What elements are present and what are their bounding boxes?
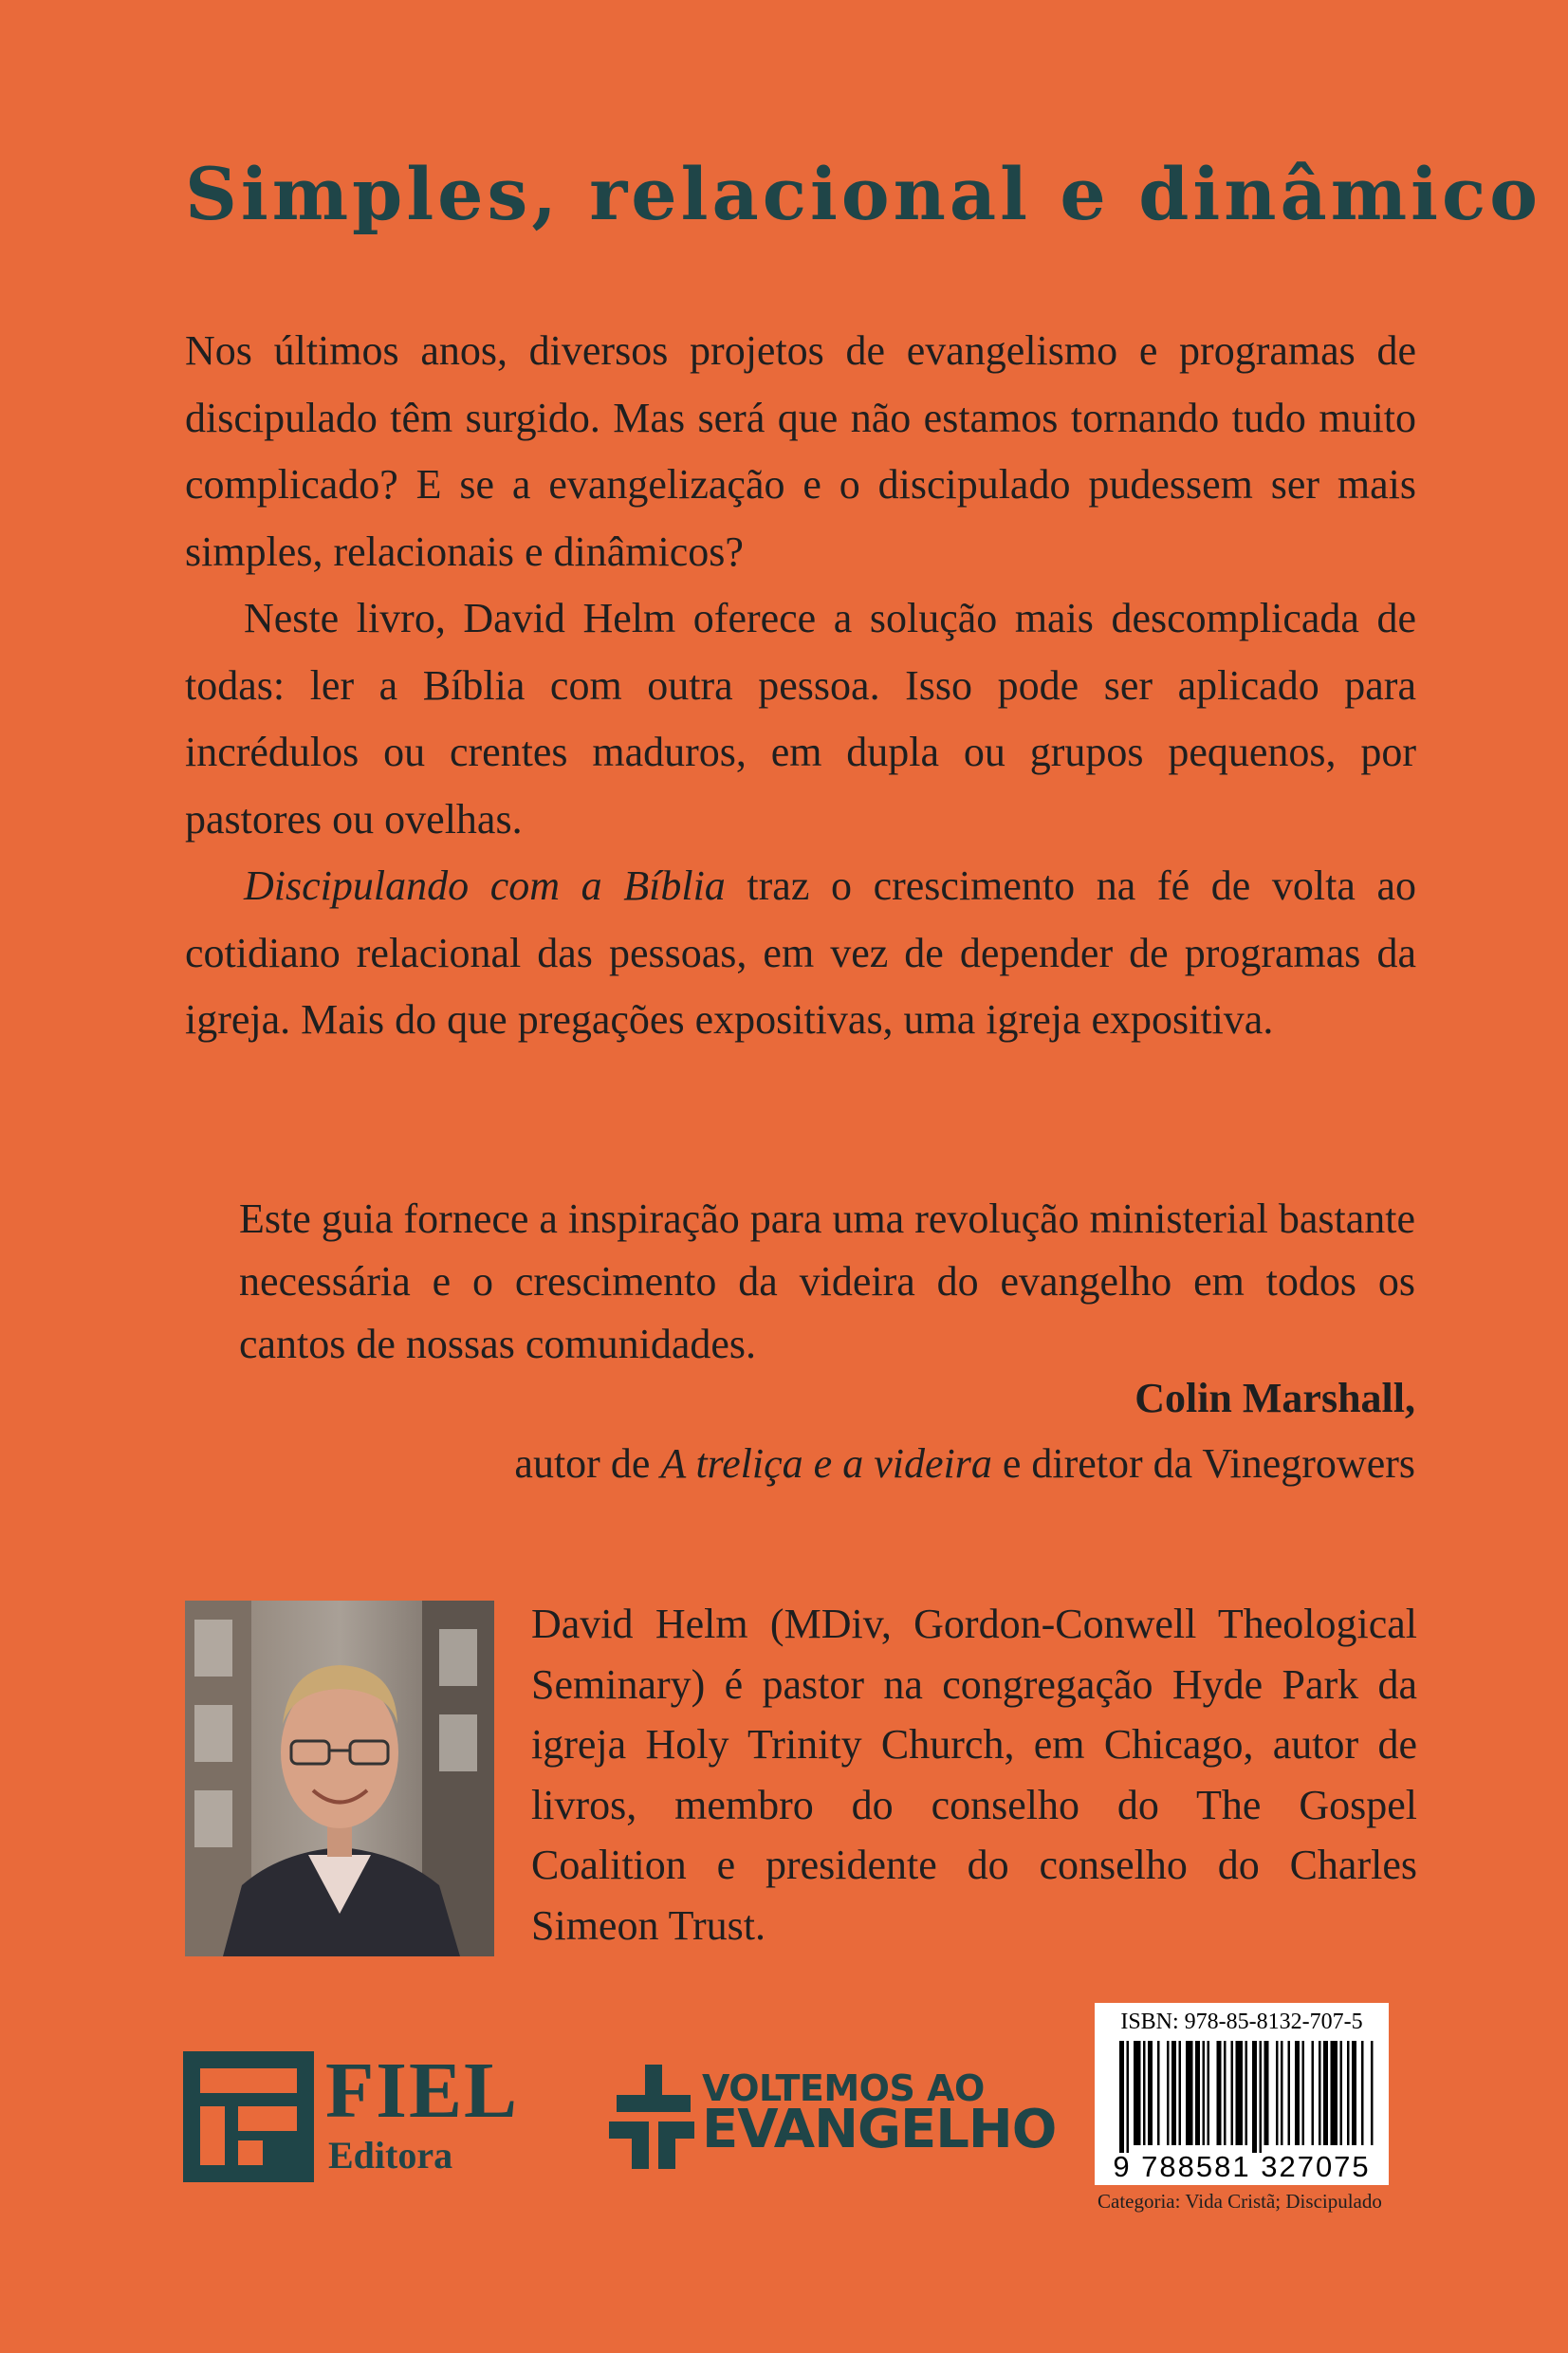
barcode-bar <box>1288 2041 1291 2145</box>
publisher-subtitle: Editora <box>328 2134 453 2177</box>
barcode-bar <box>1236 2041 1244 2145</box>
barcode-bar <box>1217 2041 1222 2145</box>
synopsis-paragraph: Neste livro, David Helm oferece a solução mais descomplicada de todas: ler a Bíblia com outra pessoa. Isso pode ser aplicado para incrédulos ou crentes maduros, em dupla ou grupos pequenos, por pastores ou ovelhas. <box>185 595 1416 843</box>
bio-text: David Helm (MDiv, Gordon-Conwell Theological Seminary) é pastor na congregação Hyde Park da igreja Holy Trinity Church, em Chicago, autor de livros, membro do conselho do The Gospel Coalition e presidente do conselho do Charles Simeon Trust. <box>531 1601 1417 1949</box>
barcode-bar <box>1231 2041 1234 2145</box>
endorsement-quote <box>239 1188 1415 1376</box>
barcode-digits: 9 788581 327075 <box>1113 2150 1371 2183</box>
barcode-bar <box>1186 2041 1193 2145</box>
barcode-bar <box>1119 2041 1124 2153</box>
category-label: Categoria: Vida Cristã; Discipulado <box>1098 2190 1382 2213</box>
isbn-text: ISBN: 978-85-8132-707-5 <box>1120 2010 1363 2034</box>
barcode-bar <box>1312 2041 1315 2145</box>
book-title: Discipulando com a Bíblia <box>244 862 726 909</box>
partner-line1: VOLTEMOS AO <box>702 2067 985 2109</box>
barcode-bar <box>1281 2041 1283 2145</box>
author-photo <box>185 1601 494 1956</box>
barcode-bar <box>1245 2041 1248 2145</box>
barcode-bar <box>1340 2041 1343 2145</box>
endorser-description <box>514 1439 1415 1488</box>
endorser-name: Colin Marshall, <box>1134 1375 1415 1421</box>
barcode-bar <box>1171 2041 1176 2145</box>
barcode-bar <box>1208 2041 1210 2145</box>
barcode-bar <box>1195 2041 1200 2145</box>
endorser-desc-text: e diretor da Vinegrowers <box>991 1440 1415 1487</box>
author-bio <box>531 1594 1417 1955</box>
barcode-bar <box>1352 2041 1356 2145</box>
barcode-bar <box>1167 2041 1170 2145</box>
synopsis-paragraph: Nos últimos anos, diversos projetos de evangelismo e programas de discipulado têm surgido. Mas será que não estamos tornando tudo muito complicado? E se a evangelização e o discipulado pudessem ser mais simples, relacionais e dinâmicos? <box>185 327 1416 575</box>
barcode-bar <box>1203 2041 1206 2145</box>
barcode-bar <box>1295 2041 1300 2145</box>
barcode-bar <box>1179 2041 1182 2145</box>
endorser-book-title: A treliça e a videira <box>660 1440 992 1487</box>
barcode-bar <box>1302 2041 1305 2145</box>
barcode <box>1095 2003 1389 2185</box>
barcode-bar <box>1260 2041 1263 2153</box>
barcode-bar <box>1224 2041 1227 2145</box>
barcode-bar <box>1347 2041 1350 2145</box>
barcode-bar <box>1331 2041 1338 2145</box>
barcode-bar <box>1264 2041 1269 2145</box>
barcode-bar <box>1127 2041 1130 2153</box>
barcode-bar <box>1134 2041 1141 2145</box>
synopsis <box>185 318 1416 1054</box>
barcode-bar <box>1323 2041 1328 2145</box>
barcode-bar <box>1371 2041 1374 2145</box>
quote-text: Este guia fornece a inspiração para uma revolução ministerial bastante necessária e o crescimento da videira do evangelho em todos os cantos de nossas comunidades. <box>239 1195 1416 1367</box>
endorser-desc-text: autor de <box>514 1440 661 1487</box>
title: Simples, relacional e dinâmico <box>185 152 1541 236</box>
barcode-bar <box>1252 2041 1257 2153</box>
partner-line2: EVANGELHO <box>702 2099 1057 2160</box>
barcode-bar <box>1361 2041 1364 2145</box>
barcode-bar <box>1157 2041 1160 2145</box>
publisher-name: FIEL <box>325 2047 520 2135</box>
barcode-bar <box>1276 2041 1279 2145</box>
barcode-bar <box>1319 2041 1321 2145</box>
barcode-bar <box>1148 2041 1153 2145</box>
barcode-bar <box>1143 2041 1146 2145</box>
synopsis-paragraph <box>185 853 1416 1054</box>
synopsis-text: traz o crescimento na fé de volta ao cotidiano relacional das pessoas, em vez de depender de programas da igreja. Mais do que pregações expositivas, uma igreja expositiva. <box>185 862 1416 1043</box>
